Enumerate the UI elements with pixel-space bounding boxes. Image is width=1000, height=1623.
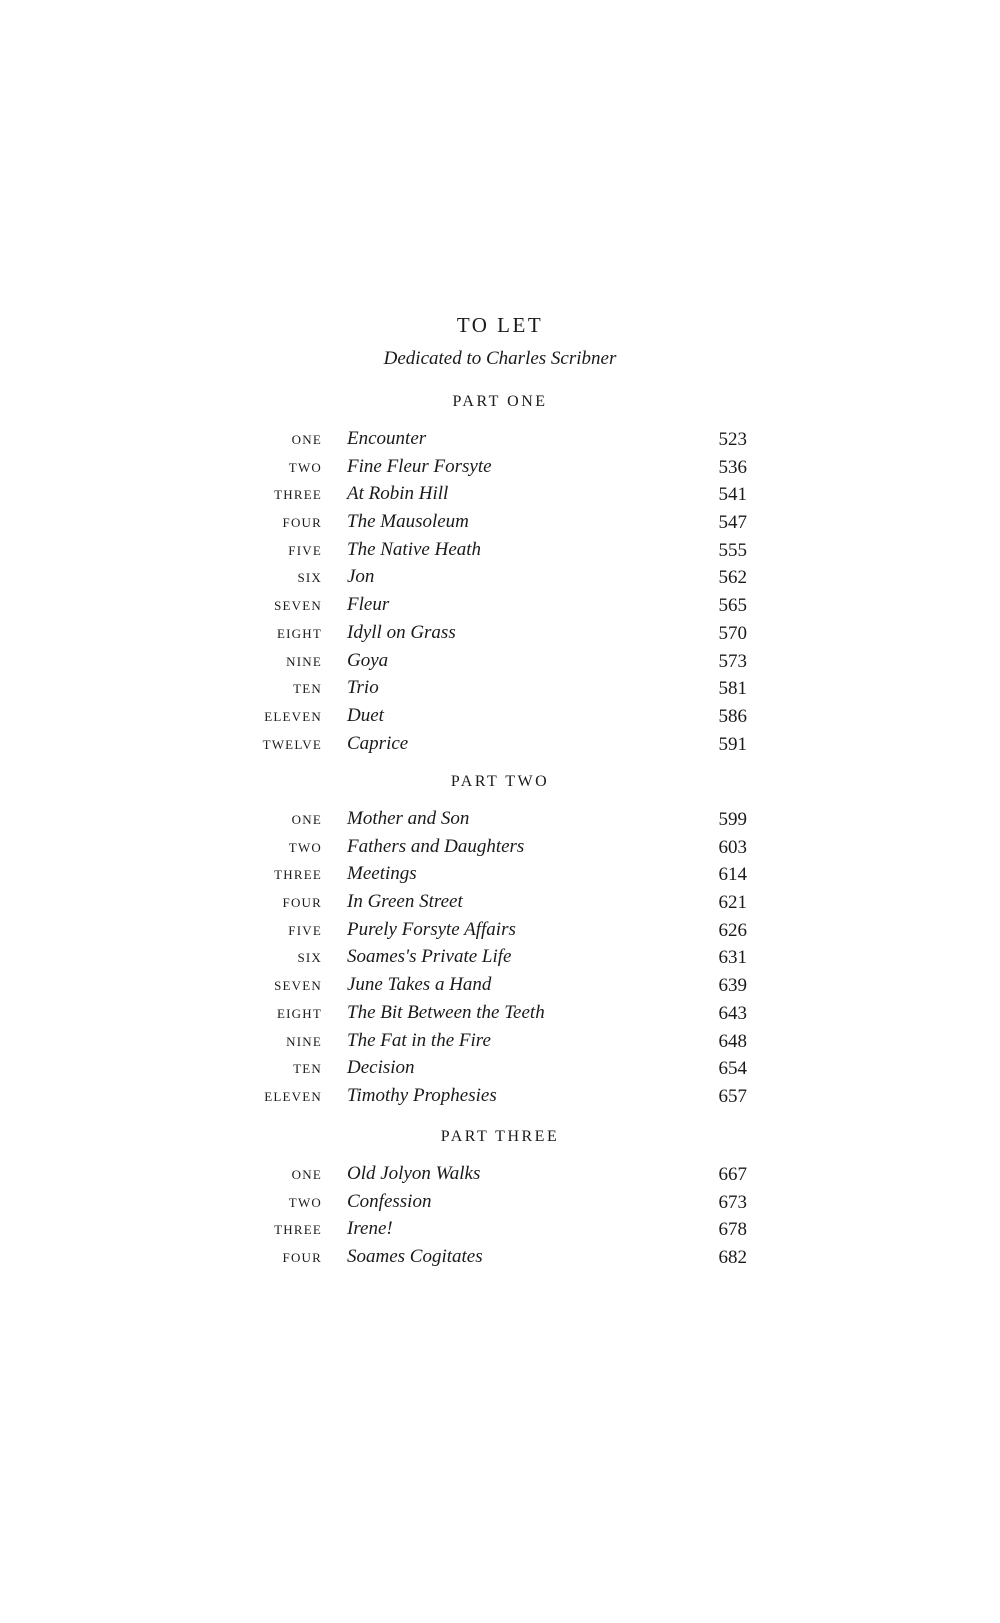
toc-entry xyxy=(0,918,1000,946)
page-number: 631 xyxy=(718,947,747,969)
chapter-title: Jon xyxy=(347,566,375,588)
toc-entry xyxy=(0,482,1000,510)
chapter-number: SIX xyxy=(297,570,322,586)
toc-entry xyxy=(0,835,1000,863)
chapter-title: Old Jolyon Walks xyxy=(347,1163,481,1184)
chapter-title: Goya xyxy=(347,649,389,671)
chapter-title: Encounter xyxy=(347,428,427,449)
toc-entry xyxy=(0,1029,1000,1057)
chapter-title: Fleur xyxy=(347,594,390,616)
page-number: 643 xyxy=(718,1002,747,1024)
part-heading: PART TWO xyxy=(450,773,550,790)
chapter-title: In Green Street xyxy=(347,891,463,913)
chapter-title: Decision xyxy=(347,1057,415,1079)
page-number: 648 xyxy=(718,1030,747,1052)
toc-entry xyxy=(0,732,1000,760)
chapter-number: NINE xyxy=(286,653,322,669)
toc-entry xyxy=(0,565,1000,593)
page-number: 626 xyxy=(718,919,747,941)
chapter-title: The Bit Between the Teeth xyxy=(347,1001,545,1023)
toc-entry xyxy=(0,890,1000,918)
chapter-number: FOUR xyxy=(282,895,322,911)
chapter-title: The Native Heath xyxy=(347,538,482,560)
chapter-title: Irene! xyxy=(347,1218,393,1240)
chapter-number: THREE xyxy=(274,487,322,503)
chapter-title: Purely Forsyte Affairs xyxy=(347,918,516,940)
chapter-number: ONE xyxy=(291,1167,322,1182)
chapter-title: Trio xyxy=(347,677,379,699)
chapter-number: EIGHT xyxy=(277,1005,322,1021)
page-number: 678 xyxy=(718,1219,747,1241)
chapter-list xyxy=(0,1162,1000,1273)
page-number: 654 xyxy=(718,1058,747,1080)
page-number: 570 xyxy=(718,622,747,644)
toc-entry xyxy=(0,455,1000,483)
chapter-number: SEVEN xyxy=(274,598,322,614)
toc-entry xyxy=(0,649,1000,677)
chapter-title: Idyll on Grass xyxy=(347,621,456,643)
chapter-number: FIVE xyxy=(288,922,322,938)
toc-entry xyxy=(0,1056,1000,1084)
chapter-number: TEN xyxy=(293,1061,322,1077)
chapter-number: TWO xyxy=(288,459,322,475)
toc-entry xyxy=(0,1084,1000,1112)
chapter-title: Fathers and Daughters xyxy=(347,835,525,857)
page-number: 614 xyxy=(718,864,747,886)
chapter-number: THREE xyxy=(274,867,322,883)
chapter-title: Mother and Son xyxy=(347,808,470,829)
page-number: 586 xyxy=(718,705,747,727)
chapter-number: NINE xyxy=(286,1033,322,1049)
toc-entry xyxy=(0,1162,1000,1190)
part-heading: PART THREE xyxy=(440,1128,560,1145)
page-number: 657 xyxy=(718,1085,747,1107)
book-title: TO LET xyxy=(456,313,544,337)
toc-entry xyxy=(0,945,1000,973)
toc-entry xyxy=(0,593,1000,621)
chapter-number: ELEVEN xyxy=(264,1088,322,1104)
toc-entry xyxy=(0,862,1000,890)
page-number: 682 xyxy=(718,1247,747,1269)
chapter-number: TEN xyxy=(293,681,322,697)
toc-entry xyxy=(0,1001,1000,1029)
chapter-title: Caprice xyxy=(347,732,409,754)
chapter-number: FIVE xyxy=(288,542,322,558)
chapter-title: Fine Fleur Forsyte xyxy=(347,455,492,477)
chapter-number: ONE xyxy=(291,812,322,827)
chapter-list xyxy=(0,807,1000,1112)
part-one-section xyxy=(0,391,1000,759)
toc-entry xyxy=(0,807,1000,835)
chapter-title: Soames Cogitates xyxy=(347,1246,483,1268)
chapter-number: FOUR xyxy=(282,515,322,531)
chapter-number: TWELVE xyxy=(262,736,322,752)
toc-entry xyxy=(0,621,1000,649)
chapter-number: SEVEN xyxy=(274,978,322,994)
toc-entry xyxy=(0,973,1000,1001)
chapter-title: Duet xyxy=(347,704,384,726)
chapter-number: THREE xyxy=(274,1222,322,1238)
dedication: Dedicated to Charles Scribner xyxy=(383,348,617,369)
page-number: 673 xyxy=(718,1191,747,1213)
page-number: 581 xyxy=(718,678,747,700)
page-number: 573 xyxy=(718,650,747,672)
toc-entry xyxy=(0,1190,1000,1218)
chapter-number: TWO xyxy=(288,839,322,855)
page-number: 603 xyxy=(718,836,747,858)
page-number: 541 xyxy=(718,484,747,506)
page-number: 639 xyxy=(718,975,747,997)
part-two-section xyxy=(0,771,1000,1112)
chapter-title: Soames's Private Life xyxy=(347,946,512,968)
chapter-number: SIX xyxy=(297,950,322,966)
chapter-title: The Mausoleum xyxy=(347,511,469,533)
chapter-number: ONE xyxy=(291,432,322,447)
chapter-title: At Robin Hill xyxy=(347,483,449,505)
page-number: 565 xyxy=(718,595,747,617)
chapter-number: ELEVEN xyxy=(264,708,322,724)
chapter-number: FOUR xyxy=(282,1250,322,1266)
chapter-title: Confession xyxy=(347,1190,432,1212)
chapter-title: Timothy Prophesies xyxy=(347,1084,497,1106)
toc-entry xyxy=(0,1245,1000,1273)
toc-entry xyxy=(0,1217,1000,1245)
chapter-title: The Fat in the Fire xyxy=(347,1029,491,1051)
chapter-title: Meetings xyxy=(347,863,417,885)
page-number: 523 xyxy=(718,429,747,450)
page-number: 547 xyxy=(718,512,747,534)
toc-entry xyxy=(0,676,1000,704)
page-number: 562 xyxy=(718,567,747,589)
toc-entry xyxy=(0,427,1000,455)
chapter-list xyxy=(0,427,1000,759)
page-number: 599 xyxy=(718,809,747,830)
page-number: 667 xyxy=(718,1164,747,1185)
page-number: 621 xyxy=(718,892,747,914)
toc-entry xyxy=(0,704,1000,732)
chapter-number: EIGHT xyxy=(277,625,322,641)
toc-entry xyxy=(0,510,1000,538)
part-heading: PART ONE xyxy=(452,393,548,410)
page-number: 591 xyxy=(718,733,747,755)
page-number: 555 xyxy=(718,539,747,561)
chapter-number: TWO xyxy=(288,1194,322,1210)
page-number: 536 xyxy=(718,456,747,478)
toc-entry xyxy=(0,538,1000,566)
part-three-section xyxy=(0,1126,1000,1273)
chapter-title: June Takes a Hand xyxy=(347,974,492,996)
